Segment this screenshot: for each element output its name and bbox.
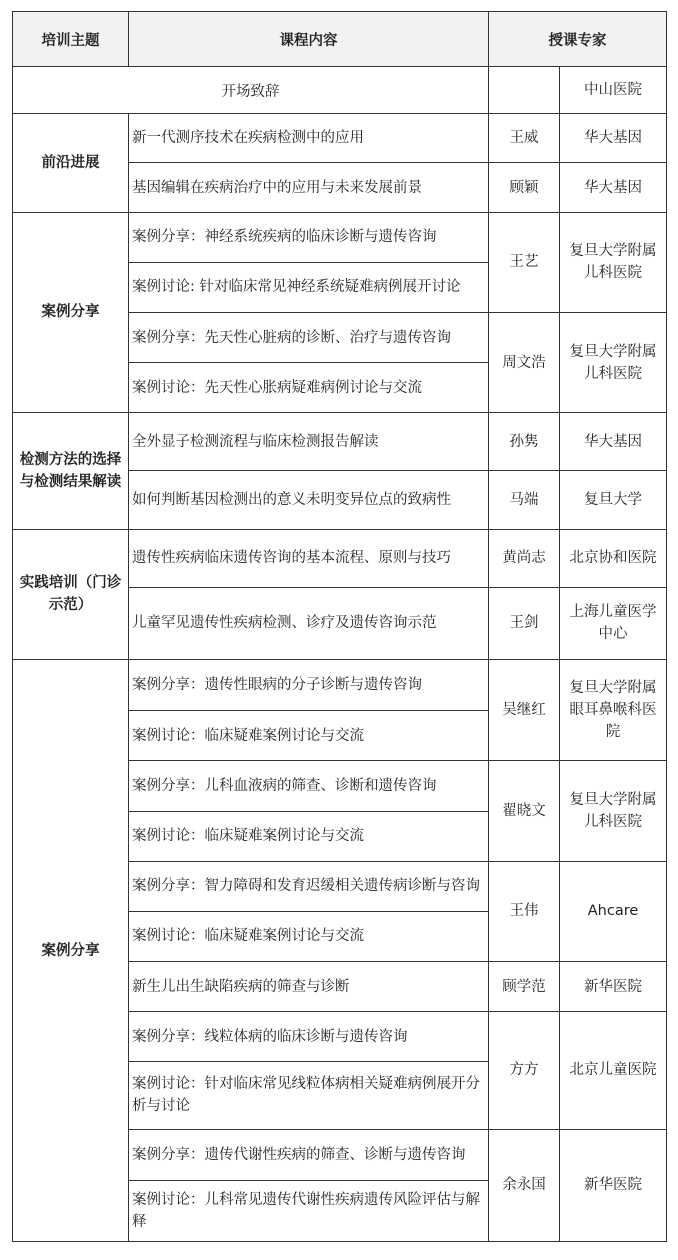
opening-org: 中山医院 [560, 67, 667, 114]
content-cell: 案例分享：线粒体病的临床诊断与遗传咨询 [129, 1012, 489, 1062]
content-cell: 新生儿出生缺陷疾病的筛查与诊断 [129, 961, 489, 1011]
header-topic: 培训主题 [13, 12, 129, 67]
content-cell: 案例讨论：临床疑难案例讨论与交流 [129, 811, 489, 861]
org-cell: 新华医院 [560, 1129, 667, 1242]
opening-content: 开场致辞 [13, 67, 489, 114]
org-cell: 华大基因 [560, 163, 667, 212]
content-cell: 案例分享：遗传代谢性疾病的筛查、诊断与遗传咨询 [129, 1129, 489, 1180]
expert-cell: 余永国 [489, 1129, 560, 1242]
expert-cell: 顾颖 [489, 163, 560, 212]
content-cell: 案例分享：智力障碍和发育迟缓相关遗传病诊断与咨询 [129, 861, 489, 911]
org-cell: 复旦大学附属儿科医院 [560, 312, 667, 412]
training-schedule-table [12, 11, 667, 1242]
topic-cell: 案例分享 [13, 212, 129, 413]
opening-expert [489, 67, 560, 114]
header-row [13, 12, 667, 67]
org-cell: 华大基因 [560, 413, 667, 471]
content-cell: 案例讨论：临床疑难案例讨论与交流 [129, 911, 489, 961]
org-cell: 上海儿童医学中心 [560, 587, 667, 659]
expert-cell: 王艺 [489, 212, 560, 312]
org-cell: 复旦大学附属眼耳鼻喉科医院 [560, 660, 667, 761]
expert-cell: 翟晓文 [489, 761, 560, 861]
content-cell: 案例分享：遗传性眼病的分子诊断与遗传咨询 [129, 660, 489, 711]
content-cell: 案例讨论：针对临床常见线粒体病相关疑难病例展开分析与讨论 [129, 1062, 489, 1129]
org-cell: 复旦大学 [560, 471, 667, 529]
expert-cell: 方方 [489, 1012, 560, 1129]
content-cell: 案例讨论: 针对临床常见神经系统疑难病例展开讨论 [129, 262, 489, 312]
org-cell: 北京儿童医院 [560, 1012, 667, 1129]
header-content: 课程内容 [129, 12, 489, 67]
topic-cell: 案例分享 [13, 660, 129, 1242]
expert-cell: 马端 [489, 471, 560, 529]
topic-cell: 实践培训（门诊示范） [13, 529, 129, 659]
expert-cell: 王伟 [489, 861, 560, 961]
org-cell: 复旦大学附属儿科医院 [560, 761, 667, 861]
table-row [13, 529, 667, 587]
topic-cell: 检测方法的选择与检测结果解读 [13, 413, 129, 529]
expert-cell: 孙隽 [489, 413, 560, 471]
org-cell: 复旦大学附属儿科医院 [560, 212, 667, 312]
content-cell: 儿童罕见遗传性疾病检测、诊疗及遗传咨询示范 [129, 587, 489, 659]
expert-cell: 王剑 [489, 587, 560, 659]
expert-cell: 周文浩 [489, 312, 560, 412]
content-cell: 全外显子检测流程与临床检测报告解读 [129, 413, 489, 471]
expert-cell: 吴继红 [489, 660, 560, 761]
content-cell: 案例讨论：临床疑难案例讨论与交流 [129, 711, 489, 761]
expert-cell: 王威 [489, 114, 560, 163]
content-cell: 案例分享：先天性心脏病的诊断、治疗与遗传咨询 [129, 312, 489, 362]
content-cell: 案例讨论：儿科常见遗传代谢性疾病遗传风险评估与解释 [129, 1180, 489, 1241]
topic-cell: 前沿进展 [13, 114, 129, 212]
org-cell: 北京协和医院 [560, 529, 667, 587]
expert-cell: 黄尚志 [489, 529, 560, 587]
org-cell: 新华医院 [560, 961, 667, 1011]
content-cell: 案例分享：儿科血液病的筛查、诊断和遗传咨询 [129, 761, 489, 811]
header-expert: 授课专家 [489, 12, 667, 67]
table-row [13, 660, 667, 711]
org-cell: 华大基因 [560, 114, 667, 163]
table-row [13, 413, 667, 471]
content-cell: 案例分享：神经系统疾病的临床诊断与遗传咨询 [129, 212, 489, 262]
content-cell: 新一代测序技术在疾病检测中的应用 [129, 114, 489, 163]
content-cell: 遗传性疾病临床遗传咨询的基本流程、原则与技巧 [129, 529, 489, 587]
table-row [13, 212, 667, 262]
content-cell: 案例讨论：先天性心胀病疑难病例讨论与交流 [129, 363, 489, 413]
content-cell: 基因编辑在疾病治疗中的应用与未来发展前景 [129, 163, 489, 212]
org-cell: Ahcare [560, 861, 667, 961]
opening-row [13, 67, 667, 114]
content-cell: 如何判断基因检测出的意义未明变异位点的致病性 [129, 471, 489, 529]
table-row [13, 114, 667, 163]
expert-cell: 顾学范 [489, 961, 560, 1011]
